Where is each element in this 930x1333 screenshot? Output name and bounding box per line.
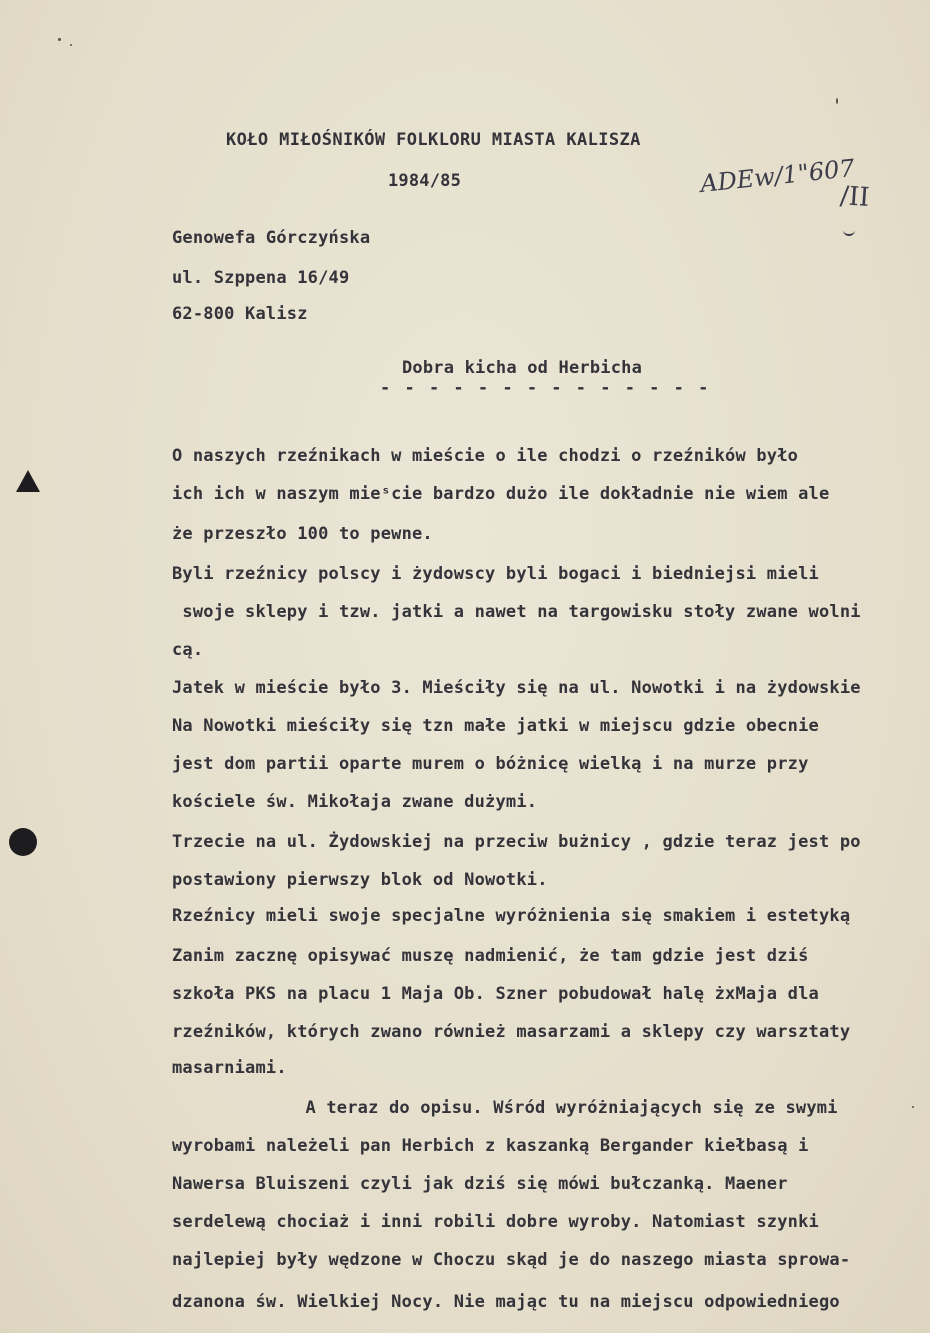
heading-underline: - - - - - - - - - - - - - -	[380, 378, 711, 398]
body-line: ich ich w naszym mieˢcie bardzo dużo ile dokładnie nie wiem ale	[172, 484, 830, 504]
paper-speck	[912, 1106, 914, 1108]
author-street: ul. Szppena 16/49	[172, 268, 350, 288]
body-line: dzanona św. Wielkiej Nocy. Nie mając tu na miejscu odpowiedniego	[172, 1292, 840, 1312]
punch-hole	[9, 828, 37, 856]
punch-hole-mark	[16, 470, 40, 492]
body-line: O naszych rzeźnikach w mieście o ile chodzi o rzeźników było	[172, 446, 799, 466]
body-line: najlepiej były wędzone w Choczu skąd je do naszego miasta sprowa-	[172, 1250, 851, 1270]
body-line: Zanim zacznę opisywać muszę nadmienić, że tam gdzie jest dziś	[172, 946, 809, 966]
body-line: masarniami.	[172, 1058, 287, 1078]
body-line: Byli rzeźnicy polscy i żydowscy byli bogaci i biedniejsi mieli	[172, 564, 819, 584]
body-line: kościele św. Mikołaja zwane dużymi.	[172, 792, 538, 812]
body-line: Rzeźnicy mieli swoje specjalne wyróżnienia się smakiem i estetyką	[172, 906, 851, 926]
body-line: swoje sklepy i tzw. jatki a nawet na targowisku stoły zwane wolni	[172, 602, 861, 622]
paper-speck	[836, 98, 838, 104]
body-line: Na Nowotki mieściły się tzn małe jatki w miejscu gdzie obecnie	[172, 716, 819, 736]
body-line: jest dom partii oparte murem o bóżnicę wielką i na murze przy	[172, 754, 809, 774]
body-line: A teraz do opisu. Wśród wyróżniających się ze swymi	[222, 1098, 838, 1118]
body-line: Nawersa Bluiszeni czyli jak dziś się mówi bułczanką. Maener	[172, 1174, 788, 1194]
handwritten-archive-suffix: /II	[838, 181, 871, 213]
body-line: rzeźników, których zwano również masarzami a sklepy czy warsztaty	[172, 1022, 851, 1042]
body-line: Trzecie na ul. Żydowskiej na przeciw bużnicy , gdzie teraz jest po	[172, 832, 861, 852]
handwritten-archive-number: ADEw/1"607	[698, 153, 856, 199]
body-line: postawiony pierwszy blok od Nowotki.	[172, 870, 548, 890]
body-line: szkoła PKS na placu 1 Maja Ob. Szner pobudował halę żxMaja dla	[172, 984, 819, 1004]
handwritten-check-mark	[843, 228, 855, 236]
paper-speck	[58, 38, 61, 41]
body-line: serdelewą chociaż i inni robili dobre wyroby. Natomiast szynki	[172, 1212, 819, 1232]
body-line: wyrobami należeli pan Herbich z kaszanką Bergander kiełbasą i	[172, 1136, 809, 1156]
body-line: Jatek w mieście było 3. Mieściły się na ul. Nowotki i na żydowskie	[172, 678, 861, 698]
body-line: cą.	[172, 640, 204, 660]
body-line: że przeszło 100 to pewne.	[172, 524, 433, 544]
paper-speck	[70, 44, 72, 46]
document-year: 1984/85	[388, 171, 462, 191]
organization-title: KOŁO MIŁOŚNIKÓW FOLKLORU MIASTA KALISZA	[226, 130, 641, 150]
document-heading: Dobra kicha od Herbicha	[402, 358, 643, 378]
author-name: Genowefa Górczyńska	[172, 228, 371, 248]
author-city: 62-800 Kalisz	[172, 304, 308, 324]
